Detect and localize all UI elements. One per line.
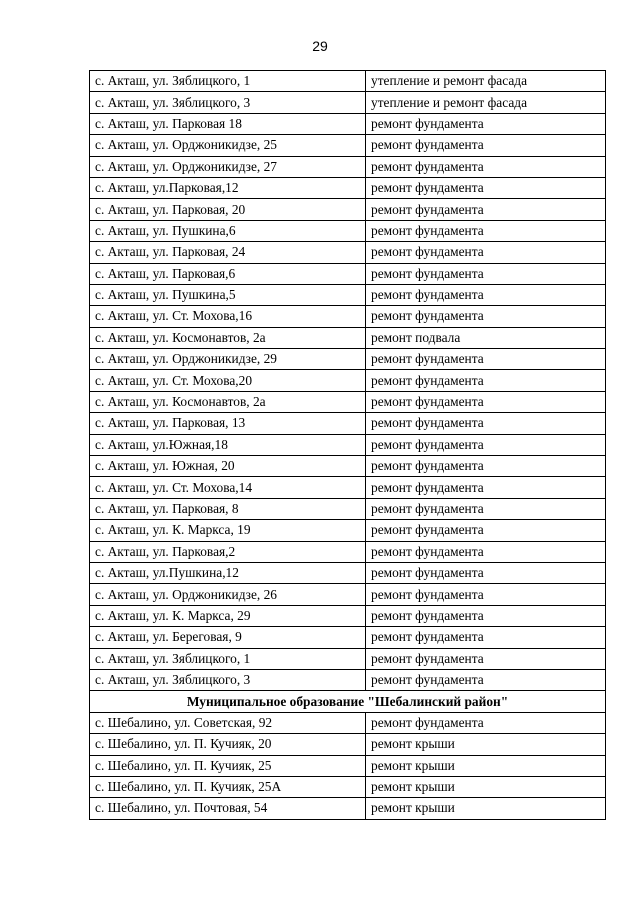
work-type-cell: ремонт фундамента [366, 541, 606, 562]
table-body [90, 71, 606, 820]
address-cell: с. Акташ, ул. Космонавтов, 2а [90, 391, 366, 412]
address-cell: с. Акташ, ул. Парковая, 13 [90, 413, 366, 434]
table-row [90, 605, 606, 626]
work-type-cell: ремонт фундамента [366, 712, 606, 733]
table-row [90, 306, 606, 327]
address-cell: с. Шебалино, ул. П. Кучияк, 25 [90, 755, 366, 776]
address-cell: с. Акташ, ул.Парковая,12 [90, 177, 366, 198]
section-heading: Муниципальное образование "Шебалинский район" [90, 691, 606, 712]
address-cell: с. Акташ, ул.Южная,18 [90, 434, 366, 455]
table-row [90, 242, 606, 263]
address-cell: с. Акташ, ул. Южная, 20 [90, 456, 366, 477]
table-row [90, 199, 606, 220]
table-row [90, 562, 606, 583]
table-row [90, 113, 606, 134]
work-type-cell: ремонт фундамента [366, 584, 606, 605]
work-type-cell: ремонт фундамента [366, 434, 606, 455]
address-cell: с. Акташ, ул. Орджоникидзе, 29 [90, 349, 366, 370]
work-type-cell: ремонт фундамента [366, 220, 606, 241]
table-row [90, 92, 606, 113]
work-type-cell: утепление и ремонт фасада [366, 92, 606, 113]
address-cell: с. Акташ, ул. Зяблицкого, 1 [90, 71, 366, 92]
table-row [90, 71, 606, 92]
address-cell: с. Акташ, ул. Парковая,2 [90, 541, 366, 562]
table-row [90, 498, 606, 519]
address-cell: с. Акташ, ул. Береговая, 9 [90, 627, 366, 648]
table-row [90, 627, 606, 648]
work-type-cell: ремонт фундамента [366, 413, 606, 434]
address-cell: с. Акташ, ул. К. Маркса, 19 [90, 520, 366, 541]
address-cell: с. Шебалино, ул. Советская, 92 [90, 712, 366, 733]
table-row [90, 391, 606, 412]
address-cell: с. Акташ, ул. К. Маркса, 29 [90, 605, 366, 626]
table-row [90, 327, 606, 348]
work-type-cell: ремонт подвала [366, 327, 606, 348]
work-type-cell: ремонт фундамента [366, 562, 606, 583]
work-type-cell: ремонт фундамента [366, 156, 606, 177]
table-row [90, 135, 606, 156]
address-cell: с. Акташ, ул.Пушкина,12 [90, 562, 366, 583]
work-type-cell: ремонт фундамента [366, 669, 606, 690]
table-row [90, 776, 606, 797]
table-row [90, 798, 606, 819]
table-row [90, 177, 606, 198]
work-type-cell: ремонт фундамента [366, 391, 606, 412]
work-type-cell: ремонт фундамента [366, 284, 606, 305]
address-cell: с. Акташ, ул. Зяблицкого, 3 [90, 92, 366, 113]
address-cell: с. Акташ, ул. Парковая, 8 [90, 498, 366, 519]
address-cell: с. Шебалино, ул. П. Кучияк, 25А [90, 776, 366, 797]
work-type-cell: ремонт фундамента [366, 627, 606, 648]
table-row [90, 456, 606, 477]
address-cell: с. Акташ, ул. Пушкина,5 [90, 284, 366, 305]
table-row [90, 370, 606, 391]
work-type-cell: ремонт фундамента [366, 648, 606, 669]
address-cell: с. Акташ, ул. Парковая, 24 [90, 242, 366, 263]
address-cell: с. Акташ, ул. Орджоникидзе, 26 [90, 584, 366, 605]
work-type-cell: ремонт фундамента [366, 477, 606, 498]
address-cell: с. Акташ, ул. Парковая 18 [90, 113, 366, 134]
address-cell: с. Акташ, ул. Пушкина,6 [90, 220, 366, 241]
address-cell: с. Акташ, ул. Орджоникидзе, 27 [90, 156, 366, 177]
address-cell: с. Акташ, ул. Парковая, 20 [90, 199, 366, 220]
address-cell: с. Шебалино, ул. Почтовая, 54 [90, 798, 366, 819]
table-row [90, 413, 606, 434]
work-type-cell: ремонт крыши [366, 755, 606, 776]
section-heading-row [90, 691, 606, 712]
table-row [90, 477, 606, 498]
address-cell: с. Акташ, ул. Зяблицкого, 3 [90, 669, 366, 690]
work-type-cell: ремонт фундамента [366, 370, 606, 391]
address-cell: с. Акташ, ул. Космонавтов, 2а [90, 327, 366, 348]
table-row [90, 434, 606, 455]
work-type-cell: ремонт фундамента [366, 242, 606, 263]
table-row [90, 755, 606, 776]
address-works-table [89, 70, 606, 820]
work-type-cell: ремонт фундамента [366, 135, 606, 156]
table-row [90, 156, 606, 177]
work-type-cell: ремонт фундамента [366, 456, 606, 477]
table-row [90, 349, 606, 370]
work-type-cell: ремонт фундамента [366, 177, 606, 198]
table-row [90, 541, 606, 562]
address-cell: с. Акташ, ул. Ст. Мохова,16 [90, 306, 366, 327]
work-type-cell: ремонт фундамента [366, 113, 606, 134]
table-row [90, 734, 606, 755]
page-number: 29 [312, 38, 328, 54]
table-row [90, 220, 606, 241]
work-type-cell: ремонт крыши [366, 798, 606, 819]
work-type-cell: утепление и ремонт фасада [366, 71, 606, 92]
table-row [90, 712, 606, 733]
work-type-cell: ремонт фундамента [366, 520, 606, 541]
work-type-cell: ремонт крыши [366, 776, 606, 797]
address-cell: с. Акташ, ул. Ст. Мохова,14 [90, 477, 366, 498]
work-type-cell: ремонт фундамента [366, 349, 606, 370]
address-cell: с. Шебалино, ул. П. Кучияк, 20 [90, 734, 366, 755]
table-row [90, 263, 606, 284]
work-type-cell: ремонт крыши [366, 734, 606, 755]
work-type-cell: ремонт фундамента [366, 605, 606, 626]
table-row [90, 648, 606, 669]
address-cell: с. Акташ, ул. Ст. Мохова,20 [90, 370, 366, 391]
address-cell: с. Акташ, ул. Орджоникидзе, 25 [90, 135, 366, 156]
table-row [90, 520, 606, 541]
table-row [90, 584, 606, 605]
work-type-cell: ремонт фундамента [366, 306, 606, 327]
address-cell: с. Акташ, ул. Зяблицкого, 1 [90, 648, 366, 669]
table-row [90, 669, 606, 690]
work-type-cell: ремонт фундамента [366, 263, 606, 284]
address-cell: с. Акташ, ул. Парковая,6 [90, 263, 366, 284]
work-type-cell: ремонт фундамента [366, 498, 606, 519]
table-row [90, 284, 606, 305]
work-type-cell: ремонт фундамента [366, 199, 606, 220]
